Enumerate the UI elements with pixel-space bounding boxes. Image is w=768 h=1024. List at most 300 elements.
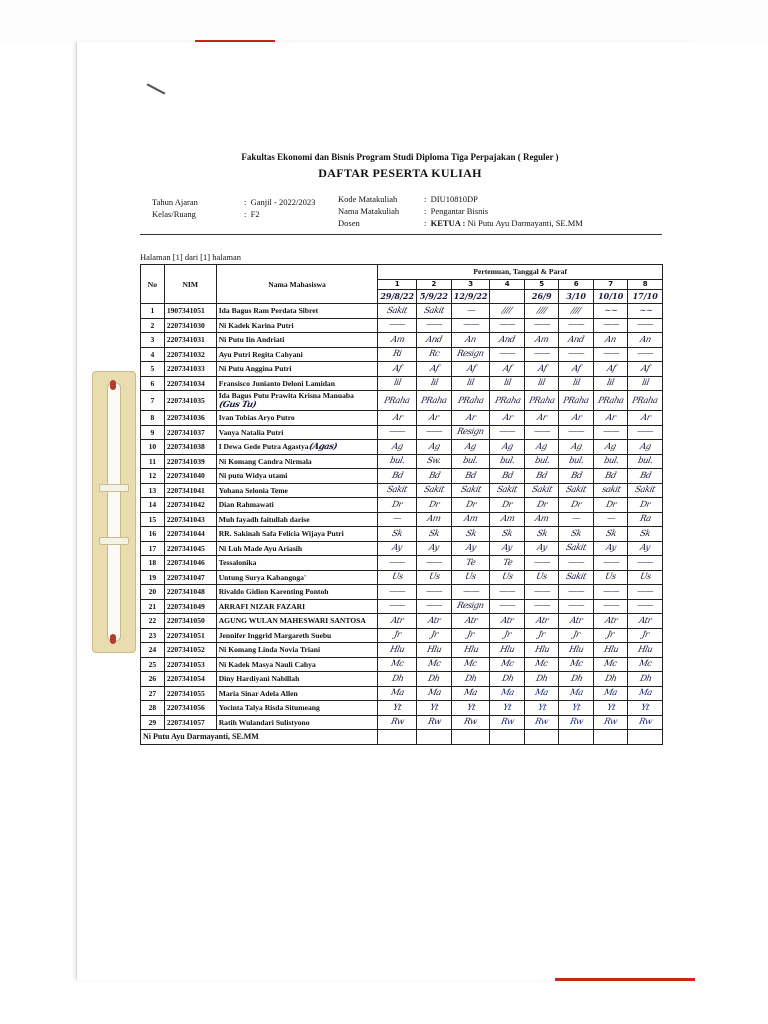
col-header-name: Nama Mahasiswa [216,265,378,304]
attendance-cell [593,318,627,333]
attendance-cell [490,715,524,730]
signature: Rw [568,717,584,728]
signature: Sakit [422,305,445,316]
table-row [141,672,663,687]
attendance-cell [628,585,663,600]
student-name [216,599,378,614]
fastener-band [99,537,129,545]
attendance-cell [524,585,558,600]
signature: Sakit [386,305,409,316]
signature: Ag [464,441,478,452]
attendance-cell [451,614,490,629]
signature: —— [567,427,586,438]
attendance-cell [559,498,593,513]
handwritten-note: (Gus Tu) [217,400,257,410]
attendance-cell [524,376,558,391]
attendance-cell [378,715,417,730]
signature: Sk [604,528,617,539]
attendance-cell [378,411,417,426]
signature: Sk [464,528,477,539]
signature: Ma [389,688,405,699]
row-number: 15 [141,512,165,527]
signature: Te [501,557,513,568]
lecturer-signature-cell [417,730,452,745]
signature: Sw. [426,456,442,467]
table-row [141,541,663,556]
signature: Ma [463,688,479,699]
signature: —— [424,320,443,331]
student-name-text: Ratih Wulandari Sulistyono [218,717,310,727]
signature: —— [498,601,517,612]
signature: Bd [464,470,478,481]
attendance-cell [490,512,524,527]
signature: Jr [502,630,512,641]
signature: An [638,334,652,345]
attendance-cell [451,391,490,411]
signature: Ay [535,543,548,554]
attendance-cell [559,347,593,362]
meta-left-values [244,196,315,220]
signature: Hlu [568,644,585,655]
signature: Us [500,572,514,583]
session-number: 5 [524,279,558,289]
attendance-cell [378,570,417,585]
attendance-cell [524,425,558,440]
fastener-hole [110,634,116,644]
student-name-text: ARRAFI NIZAR FAZARI [218,601,306,611]
signature: Dh [427,673,441,684]
attendance-cell [417,469,452,484]
page-info: Halaman [1] dari [1] halaman [140,252,242,262]
signature: Sk [570,528,583,539]
signature: And [498,334,517,345]
student-name [216,701,378,716]
table-row [141,411,663,426]
signature: lil [606,378,616,389]
attendance-cell [417,304,452,319]
attendance-cell [593,541,627,556]
row-number: 10 [141,440,165,455]
signature: —— [388,320,407,331]
signature: Mc [568,659,584,670]
attendance-cell [451,672,490,687]
attendance-cell [417,347,452,362]
signature: Af [465,363,476,374]
student-name [216,512,378,527]
attendance-cell [559,391,593,411]
signature: —— [567,557,586,568]
attendance-cell [378,469,417,484]
student-nim: 2207341037 [164,425,216,440]
attendance-cell [524,556,558,571]
signature: Atr [500,615,515,626]
student-name-text: Ida Bagus Ram Perdata Sibret [218,306,319,316]
attendance-cell [378,628,417,643]
attendance-cell [378,318,417,333]
signature: Yt [465,702,476,713]
signature: Af [605,363,616,374]
signature: Yt [605,702,616,713]
row-number: 27 [141,686,165,701]
session-date: 17/10 [628,289,663,304]
attendance-cell [593,391,627,411]
signature: Dh [463,673,478,684]
table-row [141,686,663,701]
signature: Yt [502,702,513,713]
attendance-cell [490,570,524,585]
attendance-cell [451,512,490,527]
attendance-table [140,264,663,745]
attendance-cell [378,391,417,411]
attendance-cell [490,672,524,687]
attendance-cell [628,527,663,542]
signature: Dr [464,499,477,510]
signature: Hlu [425,644,443,655]
signature: Ag [500,441,514,452]
attendance-cell [593,376,627,391]
student-nim: 2207341041 [164,483,216,498]
attendance-cell [593,715,627,730]
attendance-cell [593,469,627,484]
attendance-cell [490,391,524,411]
table-body [141,304,663,745]
divider [140,234,662,235]
signature: Sakit [634,485,657,496]
attendance-cell [628,318,663,333]
lecturer-signature-cell [378,730,417,745]
attendance-cell [593,527,627,542]
signature: Mc [426,659,442,670]
signature: —— [636,427,655,438]
signature: Hlu [602,644,619,655]
student-name-text: Muh fayadh faitullah darise [218,514,310,524]
student-name-text: Untung Surya Kabangnga' [218,572,307,582]
attendance-cell [524,512,558,527]
attendance-cell [524,527,558,542]
attendance-cell [559,362,593,377]
attendance-cell [451,527,490,542]
signature: Us [464,572,477,583]
signature: Am [534,514,550,525]
attendance-cell [451,304,490,319]
attendance-cell [559,657,593,672]
signature: Dr [570,499,583,510]
table-row [141,376,663,391]
attendance-cell [628,469,663,484]
signature: lil [571,378,581,389]
row-number: 11 [141,454,165,469]
signature: Sk [427,528,440,539]
student-nim: 2207341031 [164,333,216,348]
attendance-cell [417,333,452,348]
table-row [141,391,663,411]
attendance-cell [524,454,558,469]
student-nim: 2207341045 [164,541,216,556]
signature: Ay [501,543,514,554]
attendance-cell [593,614,627,629]
signature: Sakit [565,543,588,554]
signature: Ag [427,441,441,452]
signature: —— [424,601,443,612]
student-nim: 2207341057 [164,715,216,730]
session-date: 29/8/22 [378,289,417,304]
student-name-text: Ida Bagus Putu Prawita Krisna Manuaba [218,391,354,400]
signature: —— [636,320,655,331]
attendance-cell [417,527,452,542]
signature: Sakit [496,485,519,496]
signature: Bd [638,470,652,481]
attendance-cell [593,686,627,701]
row-number: 3 [141,333,165,348]
signature: bul. [533,456,550,467]
signature: Mc [534,659,550,670]
attendance-cell [490,556,524,571]
signature: Yt [640,702,651,713]
student-name [216,440,378,455]
student-name [216,425,378,440]
signature: —— [461,586,480,597]
fastener-strip [107,382,121,642]
attendance-cell [451,556,490,571]
attendance-cell [417,318,452,333]
row-number: 18 [141,556,165,571]
signature: Dh [390,673,404,684]
student-name-text: Ni Putu Anggina Putri [218,364,292,374]
student-name [216,483,378,498]
signature: — [392,514,403,525]
signature: —— [532,601,551,612]
signature: —— [461,320,480,331]
attendance-cell [417,715,452,730]
signature: —— [601,557,620,568]
attendance-cell [628,376,663,391]
attendance-cell [451,701,490,716]
signature: Atr [426,615,441,626]
signature: ~~ [602,305,619,316]
attendance-cell [593,333,627,348]
attendance-cell [451,411,490,426]
student-name [216,585,378,600]
row-number: 23 [141,628,165,643]
attendance-cell [559,454,593,469]
student-name [216,304,378,319]
attendance-cell [417,585,452,600]
student-name-text: Jennifer Inggrid Margareth Suebu [218,630,332,640]
signature: Bd [604,470,618,481]
signature: Dh [603,673,618,684]
student-nim: 2207341048 [164,585,216,600]
attendance-cell [417,425,452,440]
signature: — [605,514,616,525]
attendance-cell [524,541,558,556]
attendance-cell [378,362,417,377]
signature: PRaha [456,395,485,406]
attendance-cell [524,570,558,585]
signature: Rw [499,717,515,728]
student-nim: 2207341055 [164,686,216,701]
attendance-cell [490,686,524,701]
attendance-cell [593,672,627,687]
attendance-cell [593,643,627,658]
attendance-cell [490,362,524,377]
session-date: 26/9 [524,289,558,304]
signature: Atr [569,615,584,626]
student-nim: 2207341032 [164,347,216,362]
attendance-cell [559,541,593,556]
signature: Ay [464,543,477,554]
attendance-cell [451,454,490,469]
signature: Bd [390,470,404,481]
document-title: DAFTAR PESERTA KULIAH [318,166,482,180]
student-name [216,376,378,391]
attendance-cell [378,643,417,658]
student-nim: 2207341042 [164,498,216,513]
attendance-cell [417,599,452,614]
attendance-cell [451,347,490,362]
attendance-cell [559,333,593,348]
attendance-cell [490,318,524,333]
attendance-cell [628,556,663,571]
signature: Rw [426,717,442,728]
student-name-text: Ni Luh Made Ayu Ariasih [218,543,303,553]
attendance-cell [559,715,593,730]
row-number: 14 [141,498,165,513]
signature: —— [388,427,407,438]
table-row [141,715,663,730]
background-strip [0,0,768,42]
signature: —— [567,601,586,612]
attendance-cell [628,391,663,411]
attendance-cell [593,556,627,571]
attendance-cell [628,347,663,362]
attendance-cell [451,498,490,513]
signature: Sk [501,528,514,539]
attendance-cell [524,333,558,348]
signature: —— [498,586,517,597]
lecturer-signature-cell [593,730,627,745]
attendance-cell [451,440,490,455]
meta-label: Nama Matakuliah [338,206,400,216]
student-nim: 2207341056 [164,701,216,716]
signature: Am [426,514,442,525]
attendance-cell [593,657,627,672]
attendance-cell [378,454,417,469]
attendance-cell [524,657,558,672]
student-name-text: Ni Komang Linda Novia Triani [218,645,321,655]
signature: //// [570,305,582,316]
signature: sakit [600,485,621,496]
student-name [216,347,378,362]
attendance-cell [490,376,524,391]
lecturer-signature-cell [490,730,524,745]
lecturer-signature-cell [524,730,558,745]
table-row [141,440,663,455]
student-nim: 2207341052 [164,643,216,658]
session-number: 3 [451,279,490,289]
attendance-cell [451,362,490,377]
signature: Jr [466,630,475,641]
signature: Sakit [459,485,482,496]
signature: Jr [392,630,402,641]
attendance-cell [378,585,417,600]
signature: PRaha [493,395,522,406]
attendance-cell [559,614,593,629]
attendance-cell [378,527,417,542]
signature: Jr [571,630,581,641]
signature: —— [388,586,407,597]
handwritten-note: (Agas) [307,441,338,452]
student-nim: 2207341038 [164,440,216,455]
signature: Sakit [422,485,445,496]
fastener-band [99,484,129,492]
attendance-cell [451,599,490,614]
attendance-cell [490,411,524,426]
attendance-cell [559,469,593,484]
student-name [216,411,378,426]
attendance-cell [559,570,593,585]
student-nim: 1907341051 [164,304,216,319]
student-name [216,657,378,672]
meta-label: Tahun Ajaran [152,197,198,207]
student-name-text: AGUNG WULAN MAHESWARI SANTOSA [218,616,366,626]
signature: Dr [501,499,514,510]
signature: —— [532,349,551,360]
attendance-cell [559,425,593,440]
student-name [216,318,378,333]
row-number: 25 [141,657,165,672]
lecturer-signature-cell [451,730,490,745]
signature: PRaha [596,395,625,406]
attendance-cell [593,512,627,527]
table-row [141,628,663,643]
attendance-cell [559,686,593,701]
attendance-cell [628,715,663,730]
student-nim: 2207341040 [164,469,216,484]
attendance-cell [559,643,593,658]
student-name-text: Ivan Tobias Aryo Putro [218,413,295,423]
attendance-cell [378,657,417,672]
attendance-cell [417,672,452,687]
table-row [141,483,663,498]
signature: Ra [638,514,652,525]
signature: Ar [428,412,440,423]
attendance-cell [559,376,593,391]
attendance-cell [593,585,627,600]
attendance-cell [417,643,452,658]
table-row [141,333,663,348]
attendance-cell [524,672,558,687]
signature: —— [498,349,517,360]
row-number: 12 [141,469,165,484]
signature: Rw [603,717,619,728]
folder-edge-bottom [555,978,695,981]
attendance-cell [417,541,452,556]
student-name-text: Ni Kadek Karina Putri [218,320,294,330]
signature: Ay [428,543,440,554]
signature: Af [571,363,582,374]
row-number: 19 [141,570,165,585]
table-row [141,614,663,629]
signature: Ma [534,688,550,699]
signature: Sakit [530,485,553,496]
signature: Ar [605,412,617,423]
signature: Ay [639,543,652,554]
signature: Af [392,363,403,374]
attendance-cell [524,483,558,498]
lecturer-signature-cell [559,730,593,745]
lecturer-name: Ni Putu Ayu Darmayanti, SE.MM [141,730,378,745]
student-nim: 2207341036 [164,411,216,426]
